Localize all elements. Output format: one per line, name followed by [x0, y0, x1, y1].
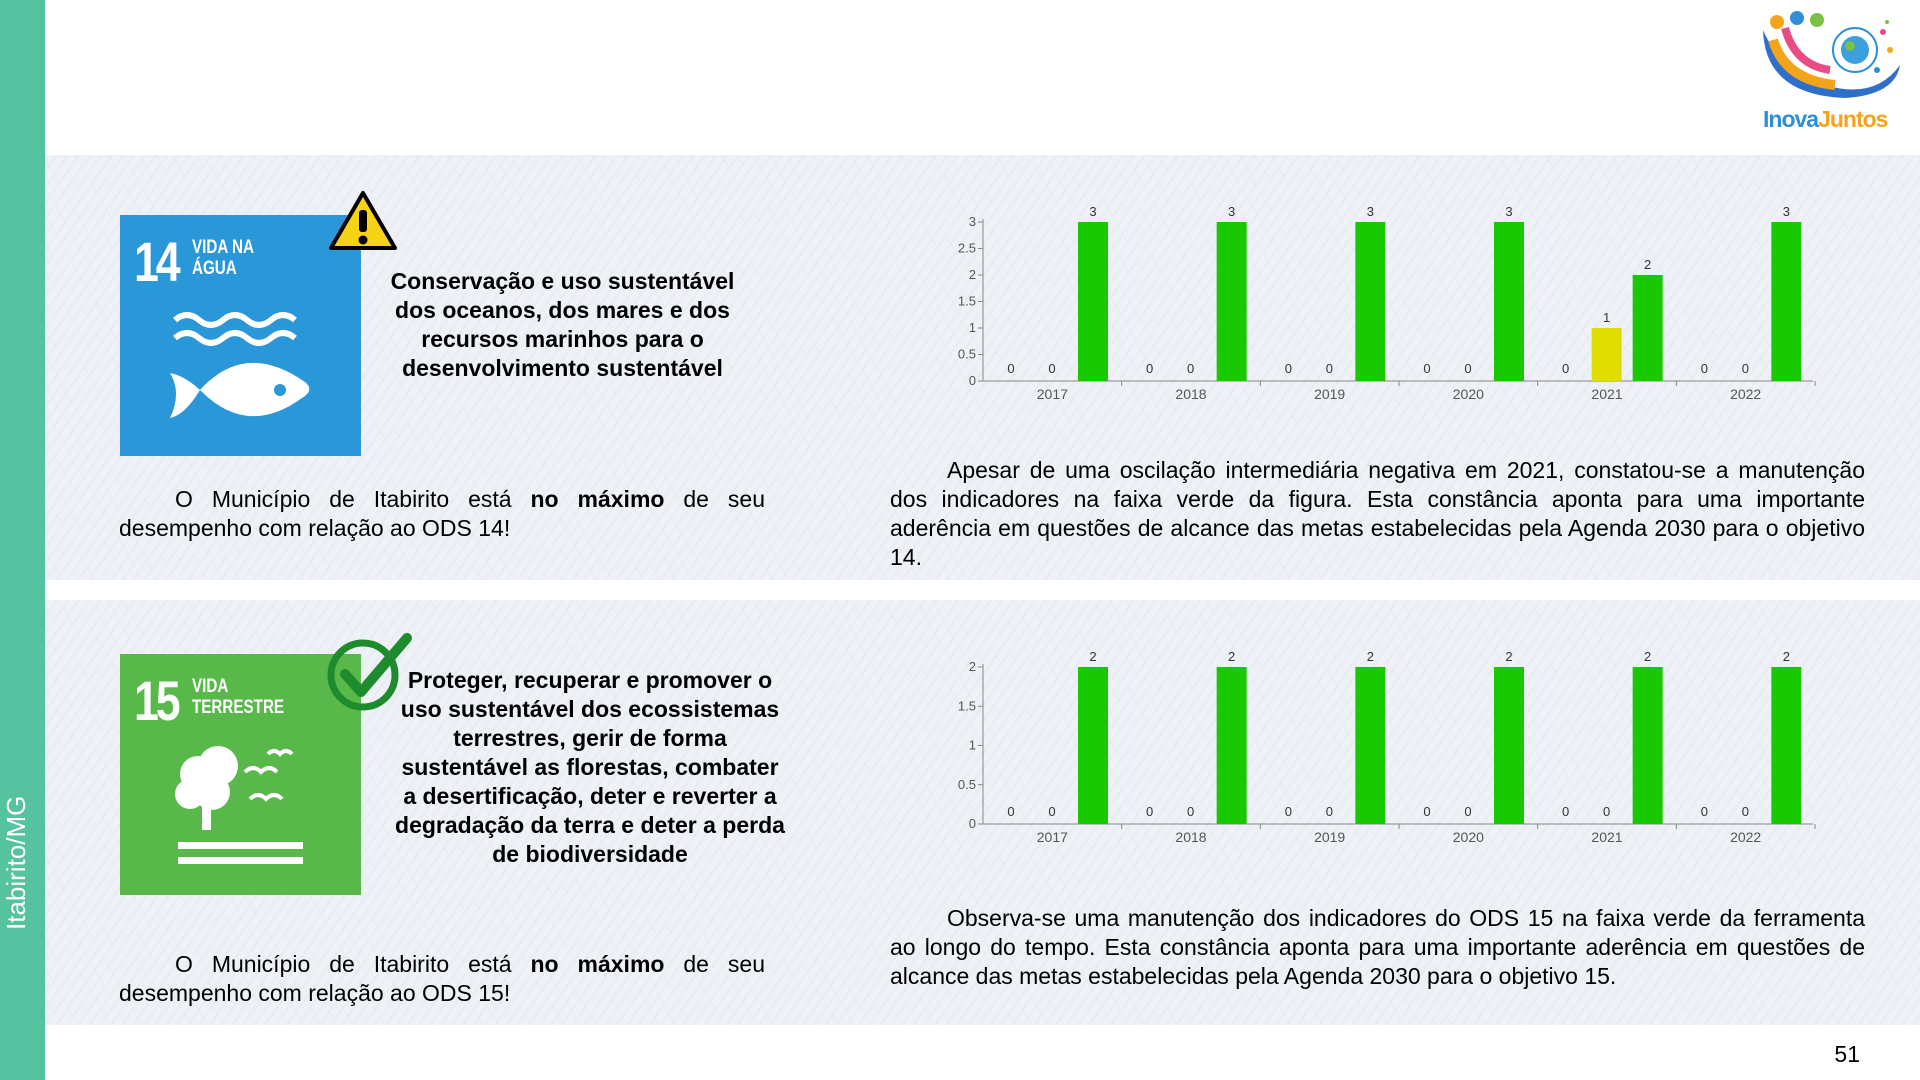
bar — [1771, 222, 1801, 381]
x-tick-label: 2022 — [1730, 386, 1762, 402]
sdg-14-number: 14 — [134, 230, 178, 293]
data-label: 0 — [1048, 361, 1056, 376]
goal-title-15: Proteger, recuperar e promover o uso sustentável dos ecossistemas terrestres, gerir de forma sustentável as florestas, combater a desertificação, deter e reverter a degradação da terra e deter a perda de biodiversidade — [395, 667, 785, 867]
statement-14: O Município de Itabirito está no máximo de seu desempenho com relação ao ODS 14! — [119, 486, 765, 541]
analysis-15: Observa-se uma manutenção dos indicadores do ODS 15 na faixa verde da ferramenta ao longo do tempo. Esta constância aponta para uma importante aderência em questões de alcance das metas estabelecidas pela Agenda 2030 para o objetivo 15. — [890, 905, 1865, 989]
sdg-15-number: 15 — [134, 669, 178, 732]
x-tick-label: 2018 — [1175, 386, 1207, 402]
data-label: 0 — [1700, 804, 1708, 819]
x-tick-label: 2018 — [1175, 829, 1207, 845]
ods-14-chart — [945, 195, 1825, 402]
x-tick-label: 2020 — [1452, 829, 1484, 845]
data-label: 2 — [1089, 649, 1097, 664]
data-label: 0 — [1187, 361, 1195, 376]
data-label: 0 — [1562, 804, 1570, 819]
warning-icon — [328, 190, 398, 252]
bar — [1592, 328, 1622, 381]
goal-title-14: Conservação e uso sustentável dos oceanos, dos mares e dos recursos marinhos para o desenvolvimento sustentável — [390, 268, 735, 381]
bar — [1078, 222, 1108, 381]
data-label: 0 — [1187, 804, 1195, 819]
bar — [1771, 667, 1801, 824]
sidebar-label: Itabirito/MG — [1, 795, 31, 930]
x-tick-label: 2020 — [1452, 386, 1484, 402]
data-label: 2 — [1505, 649, 1513, 664]
bar — [1078, 667, 1108, 824]
ods-15-chart — [945, 637, 1825, 845]
y-tick-label: 2.5 — [957, 240, 976, 256]
data-label: 3 — [1228, 204, 1236, 219]
bar — [1494, 222, 1524, 381]
logo-graphic — [1755, 10, 1905, 110]
x-tick-label: 2021 — [1591, 829, 1623, 845]
analysis-14: Apesar de uma oscilação intermediária negativa em 2021, constatou-se a manutenção dos indicadores na faixa verde da figura. Esta constância aponta para uma importante aderência em questões de alcance das metas estabelecidas pela Agenda 2030 para o objetivo 14. — [890, 457, 1865, 570]
ods-14-chart-svg — [945, 195, 1825, 415]
statement-15: O Município de Itabirito está no máximo de seu desempenho com relação ao ODS 15! — [119, 951, 765, 1006]
ods-15-chart-svg — [945, 637, 1825, 857]
fish-waves-icon — [120, 215, 361, 456]
y-tick-label: 1 — [968, 737, 976, 753]
y-tick-label: 1.5 — [957, 293, 976, 309]
y-tick-label: 0.5 — [957, 776, 976, 792]
x-tick-label: 2019 — [1314, 829, 1346, 845]
data-label: 0 — [1603, 804, 1611, 819]
data-label: 0 — [1464, 361, 1472, 376]
bar — [1355, 222, 1385, 381]
x-tick-label: 2017 — [1036, 386, 1068, 402]
data-label: 3 — [1089, 204, 1097, 219]
data-label: 0 — [1325, 361, 1333, 376]
y-tick-label: 0.5 — [957, 346, 976, 362]
y-tick-label: 3 — [968, 214, 976, 229]
bar — [1217, 222, 1247, 381]
page-number: 51 — [1834, 1041, 1860, 1067]
data-label: 0 — [1284, 361, 1292, 376]
data-label: 0 — [1284, 804, 1292, 819]
bar — [1355, 667, 1385, 824]
data-label: 0 — [1146, 361, 1154, 376]
data-label: 0 — [1741, 804, 1749, 819]
y-tick-label: 1 — [968, 320, 976, 335]
x-tick-label: 2022 — [1730, 829, 1762, 845]
logo-text: InovaJuntos — [1763, 106, 1888, 132]
data-label: 0 — [1562, 361, 1570, 376]
data-label: 2 — [1644, 649, 1652, 664]
data-label: 0 — [1325, 804, 1333, 819]
bar — [1633, 275, 1663, 381]
bar — [1217, 667, 1247, 824]
sdg-15-name: VIDA TERRESTRE — [192, 676, 285, 718]
data-label: 0 — [1423, 361, 1431, 376]
x-tick-label: 2017 — [1036, 829, 1068, 845]
y-tick-label: 0 — [968, 373, 976, 388]
data-label: 0 — [1007, 804, 1015, 819]
data-label: 0 — [1423, 804, 1431, 819]
data-label: 2 — [1644, 257, 1652, 272]
inova-juntos-logo — [1755, 10, 1905, 140]
sdg-14-name: VIDA NA ÁGUA — [192, 237, 254, 279]
y-tick-label: 1.5 — [957, 698, 976, 714]
data-label: 0 — [1146, 804, 1154, 819]
data-label: 0 — [1007, 361, 1015, 376]
data-label: 3 — [1782, 204, 1790, 219]
data-label: 0 — [1741, 361, 1749, 376]
x-tick-label: 2021 — [1591, 386, 1623, 402]
data-label: 1 — [1603, 310, 1611, 325]
data-label: 2 — [1228, 649, 1236, 664]
data-label: 3 — [1505, 204, 1513, 219]
data-label: 0 — [1700, 361, 1708, 376]
sdg-14-tile — [120, 215, 361, 456]
data-label: 2 — [1782, 649, 1790, 664]
y-tick-label: 0 — [968, 816, 976, 831]
data-label: 0 — [1048, 804, 1056, 819]
y-tick-label: 2 — [968, 659, 976, 674]
bar — [1494, 667, 1524, 824]
data-label: 3 — [1366, 204, 1374, 219]
y-tick-label: 2 — [968, 267, 976, 282]
bar — [1633, 667, 1663, 824]
data-label: 0 — [1464, 804, 1472, 819]
data-label: 2 — [1366, 649, 1374, 664]
sidebar — [0, 0, 45, 1080]
x-tick-label: 2019 — [1314, 386, 1346, 402]
